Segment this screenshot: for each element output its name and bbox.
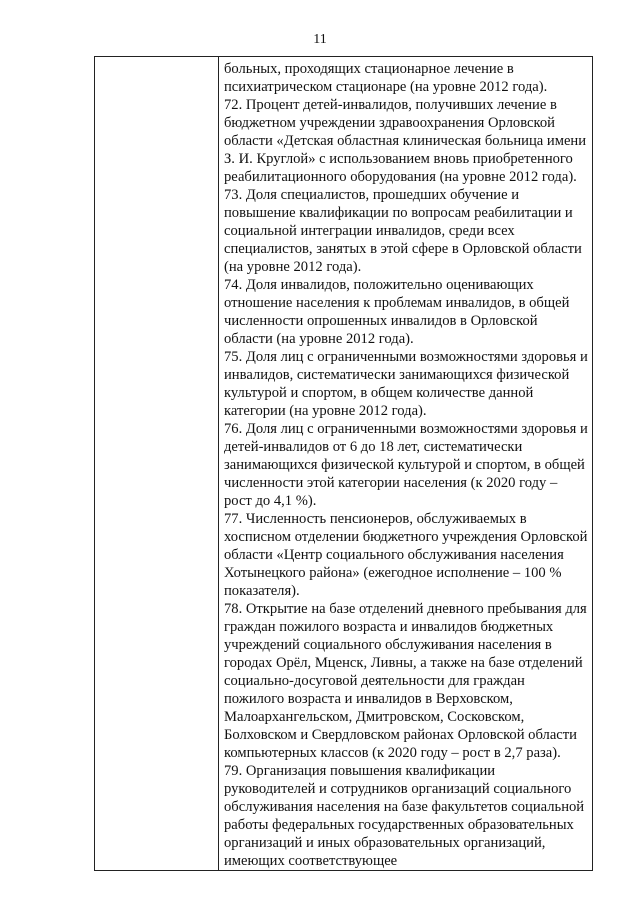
indicator-72: 72. Процент детей-инвалидов, получивших лечение в бюджетном учреждении здравоохранения Орловской области «Детская областная клиническая больница имени З. И. Круглой» с использованием вновь приобретенного реабилитационного оборудования (на уровне 2012 года).: [224, 97, 587, 185]
indicators-table: [94, 56, 593, 871]
indicator-76: 76. Доля лиц с ограниченными возможностями здоровья и детей-инвалидов от 6 до 18 лет, систематически занимающихся физической культурой и спортом, в общей численности этой категории населения (к 2020 году – рост до 4,1 %).: [224, 421, 588, 509]
indicator-74: 74. Доля инвалидов, положительно оценивающих отношение населения к проблемам инвалидов, в общей численности опрошенных инвалидов в Орловской области (на уровне 2012 года).: [224, 277, 570, 347]
indicator-78: 78. Открытие на базе отделений дневного пребывания для граждан пожилого возраста и инвалидов бюджетных учреждений социального обслуживания населения в городах Орёл, Мценск, Ливны, а также на базе отделений социально-досуговой деятельности для граждан пожилого возраста и инвалидов в Верховском, Малоархангельском, Дмитровском, Сосковском, Болховском и Свердловском районах Орловской области компьютерных классов (к 2020 году – рост в 2,7 раза).: [224, 601, 587, 761]
indicator-text: [219, 57, 592, 870]
table-right-cell: [219, 57, 593, 871]
page-number: 11: [313, 32, 327, 47]
paragraph-continuation: больных, проходящих стационарное лечение в психиатрическом стационаре (на уровне 2012 года).: [224, 61, 548, 95]
table-left-cell: [95, 57, 219, 871]
table-row: [95, 57, 593, 871]
indicator-75: 75. Доля лиц с ограниченными возможностями здоровья и инвалидов, систематически занимающихся физической культурой и спортом, в общем количестве данной категории (на уровне 2012 года).: [224, 349, 588, 419]
indicator-77: 77. Численность пенсионеров, обслуживаемых в хосписном отделении бюджетного учреждения Орловской области «Центр социального обслуживания населения Хотынецкого района» (ежегодное исполнение – 100 % показателя).: [224, 511, 588, 599]
indicator-79: 79. Организация повышения квалификации руководителей и сотрудников организаций социального обслуживания населения на базе факультетов социальной работы федеральных государственных образовательных организаций и иных образовательных организаций, имеющих соответствующее: [224, 763, 585, 869]
indicator-73: 73. Доля специалистов, прошедших обучение и повышение квалификации по вопросам реабилитации и социальной интеграции инвалидов, среди всех специалистов, занятых в этой сфере в Орловской области (на уровне 2012 года).: [224, 187, 582, 275]
